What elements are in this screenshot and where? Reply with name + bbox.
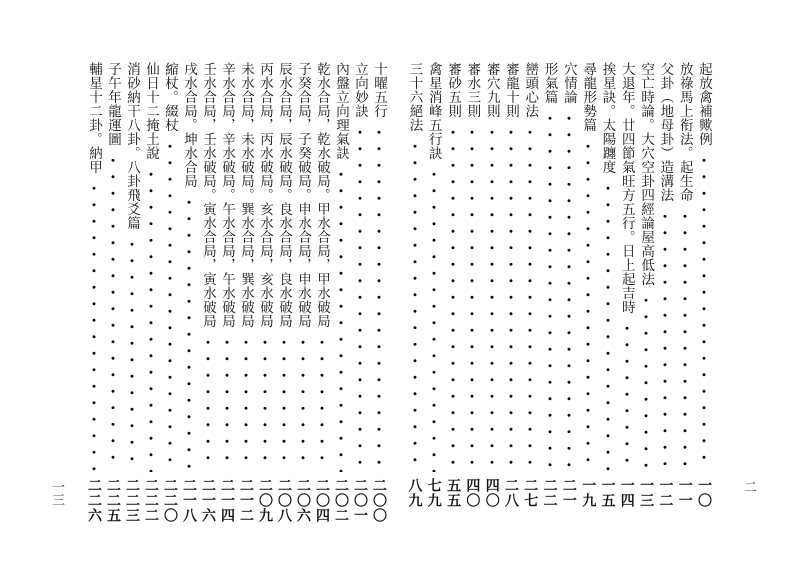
leader-dots	[161, 138, 179, 472]
leader-dots	[332, 166, 350, 472]
toc-entry-title: 禽星消峰五行訣	[425, 62, 442, 160]
leader-dots	[142, 166, 160, 472]
leader-dots	[294, 334, 312, 472]
leader-dots	[502, 124, 520, 472]
leader-dots	[521, 124, 539, 472]
leader-dots	[444, 124, 462, 472]
leader-dots	[237, 334, 255, 472]
toc-entry-title: 父卦（地母卦）造溝法	[657, 62, 674, 202]
leader-dots	[676, 208, 694, 472]
toc-entry-title: 丙水合局，丙水破局。亥水合局，亥水破局	[257, 62, 273, 328]
leader-dots	[275, 334, 293, 472]
leader-dots	[425, 166, 443, 472]
toc-entry	[444, 62, 462, 532]
leader-dots	[463, 124, 481, 472]
toc-entry	[142, 62, 160, 532]
toc-entry-page: 二二三	[124, 478, 140, 523]
toc-entry-title: 未水合局，未水破局。巽水合局，巽水破局	[238, 62, 254, 328]
toc-entry-page: 一四	[618, 478, 635, 508]
toc-entry-page: 二二〇	[162, 478, 178, 523]
toc-entry-page: 八九	[406, 478, 423, 508]
toc-entry-title: 消砂納干八卦。八卦飛爻篇	[124, 62, 140, 230]
toc-entry-title: 審龍十則	[503, 62, 519, 118]
toc-entry-title: 放祿馬上衔法。起生命	[676, 62, 693, 202]
toc-entry-page: 一〇	[696, 478, 712, 508]
leader-dots	[370, 124, 388, 472]
toc-entry-page: 五五	[445, 478, 462, 508]
toc-entry	[237, 62, 255, 532]
toc-entry	[483, 62, 501, 532]
toc-entry-page: 四〇	[464, 478, 481, 508]
toc-entry-title: 空亡時論。大穴空卦四經論屋高低法	[638, 62, 655, 286]
toc-entry-title: 審水三則	[464, 62, 481, 118]
toc-entry	[521, 62, 539, 532]
toc-entry-page: 二一六	[200, 478, 216, 523]
toc-entry	[218, 62, 236, 532]
toc-entry	[502, 62, 520, 532]
toc-entry-title: 穴情論	[560, 62, 577, 104]
toc-entry	[199, 62, 217, 532]
toc-entry-page: 二〇〇	[371, 478, 387, 523]
folio-right: 二	[741, 480, 756, 493]
leader-dots	[541, 110, 559, 472]
leader-dots	[351, 124, 369, 472]
toc-entry-title: 巒頭心法	[522, 62, 539, 118]
toc-entry	[406, 62, 424, 532]
toc-entry-page: 二〇二	[333, 478, 349, 523]
toc-entry-page: 二二五	[105, 478, 121, 523]
toc-entry	[370, 62, 388, 532]
leader-dots	[123, 236, 141, 472]
toc-entry	[560, 62, 578, 532]
toc-entry	[85, 62, 103, 532]
toc-entry	[599, 62, 617, 532]
toc-entry	[637, 62, 655, 532]
leader-dots	[180, 194, 198, 472]
leader-dots	[579, 138, 597, 472]
toc-entry-page: 二〇四	[314, 478, 330, 523]
leader-dots	[560, 110, 578, 472]
leader-dots	[85, 180, 103, 472]
toc-entry	[123, 62, 141, 532]
leader-dots	[218, 334, 236, 472]
leader-dots	[313, 334, 331, 472]
toc-entry-title: 戌水合局。坤水合局	[181, 62, 197, 188]
leader-dots	[406, 138, 424, 472]
toc-entry-page: 一五	[599, 478, 616, 508]
toc-entry-title: 三十六絕法	[406, 62, 423, 132]
toc-entry	[332, 62, 350, 532]
toc-entry-page: 二一	[560, 478, 577, 508]
toc-entry	[313, 62, 331, 532]
toc-entry-page: 二七	[522, 478, 539, 508]
toc-entry-page: 七九	[425, 478, 442, 508]
leader-dots	[637, 292, 655, 472]
toc-entry-title: 壬水合局，壬水破局。寅水合局，寅水破局	[200, 62, 216, 328]
toc-entry	[676, 62, 694, 532]
toc-entry-page: 二二	[541, 478, 558, 508]
toc-entry-page: 一一	[676, 478, 693, 508]
toc-entry	[294, 62, 312, 532]
toc-entry-title: 縮杖。綴杖	[162, 62, 178, 132]
toc-entry	[104, 62, 122, 532]
toc-entry-title: 立向妙訣	[352, 62, 368, 118]
toc-entry-title: 尋龍形勢篇	[580, 62, 597, 132]
toc-entry-page: 二〇六	[295, 478, 311, 523]
toc-entry	[425, 62, 443, 532]
toc-entry	[463, 62, 481, 532]
right-page	[405, 0, 793, 571]
toc-entry-page: 四〇	[483, 478, 500, 508]
leader-dots	[656, 208, 674, 472]
toc-entry-title: 輔星十二卦。納甲	[86, 62, 102, 174]
toc-entry	[275, 62, 293, 532]
toc-entry-page: 一三	[638, 478, 655, 508]
toc-entry-page: 二二二	[143, 478, 159, 523]
leader-dots	[599, 180, 617, 472]
toc-entry	[695, 62, 713, 532]
toc-entry-page: 二一八	[181, 478, 197, 523]
toc-entry-title: 大退年。廿四節氣旺方五行。日上起吉時	[618, 62, 635, 314]
toc-entry-title: 審砂五則	[445, 62, 462, 118]
toc-entry-title: 辛水合局，辛水破局。午水合局，午水破局	[219, 62, 235, 328]
toc-entry-page: 二八	[503, 478, 519, 508]
leader-dots	[256, 334, 274, 472]
toc-entry-page: 二〇九	[257, 478, 273, 523]
toc-entry	[161, 62, 179, 532]
toc-entry-title: 形氣篇	[541, 62, 558, 104]
toc-entry-title: 審穴九則	[483, 62, 500, 118]
toc-entry-page: 二一二	[238, 478, 254, 523]
toc-entry-page: 一二	[657, 478, 674, 508]
toc-entry	[256, 62, 274, 532]
toc-entry-title: 挨星訣。太陽躔度	[599, 62, 616, 174]
leader-dots	[618, 320, 636, 472]
toc-entry-title: 子午年龍運圖	[105, 62, 121, 146]
toc-entry-page: 二二六	[86, 478, 102, 523]
leader-dots	[104, 152, 122, 472]
toc-entry-page: 二〇八	[276, 478, 292, 523]
leader-dots	[695, 152, 713, 472]
toc-entry-page: 二〇一	[352, 478, 368, 523]
toc-entry	[541, 62, 559, 532]
toc-entry-title: 起放禽補歟例	[696, 62, 712, 146]
toc-entry-page: 二一四	[219, 478, 235, 523]
leader-dots	[483, 124, 501, 472]
toc-entry-title: 辰水合局，辰水破局。良水合局，良水破局	[276, 62, 292, 328]
toc-entry-title: 內盤立向理氣訣	[333, 62, 349, 160]
toc-entry-title: 仙日十二掩土說	[143, 62, 159, 160]
toc-entry-title: 乾水合局，乾水破局。甲水合局，甲水破局	[314, 62, 330, 328]
toc-entry	[351, 62, 369, 532]
toc-entry-title: 十曜五行	[371, 62, 387, 118]
toc-entry-page: 一九	[580, 478, 597, 508]
leader-dots	[199, 334, 217, 472]
toc-entry	[656, 62, 674, 532]
toc-entry-title: 子癸合局，子癸破局。申水合局，申水破局	[295, 62, 311, 328]
toc-entry	[618, 62, 636, 532]
folio-left: 一三	[49, 480, 64, 506]
toc-entry	[180, 62, 198, 532]
toc-entry	[579, 62, 597, 532]
